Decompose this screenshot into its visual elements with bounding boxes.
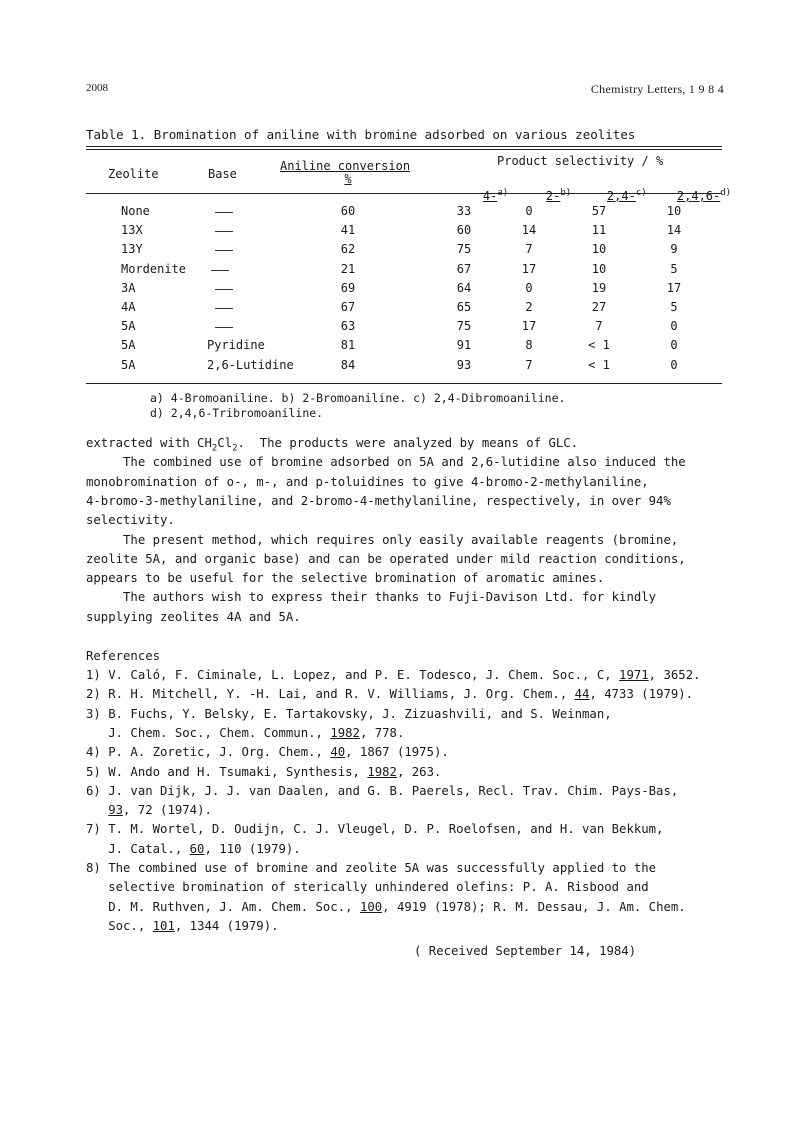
table-top-rule <box>86 146 722 150</box>
cell-conversion: 63 <box>340 319 356 334</box>
journal-title: Chemistry Letters, 1 9 8 4 <box>590 82 724 96</box>
cell-4-bromo: 67 <box>456 261 472 276</box>
body-line: The present method, which requires only easily available reagents (bromine, <box>86 532 679 547</box>
cell-2-bromo: 0 <box>525 280 533 295</box>
cell-246-tribromo: 0 <box>670 357 678 372</box>
col-header-246-note: d) <box>720 188 732 198</box>
cell-2-bromo: 7 <box>525 357 533 372</box>
table-bottom-rule <box>86 383 722 384</box>
col-header-24-note: c) <box>635 188 647 198</box>
cell-24-dibromo: < 1 <box>588 338 610 353</box>
body-text-fragment: Cl <box>217 436 233 450</box>
body-line: The combined use of bromine adsorbed on 5A and 2,6-lutidine also induced the <box>86 455 686 470</box>
cell-246-tribromo: 17 <box>666 280 682 295</box>
reference-2 <box>86 687 693 701</box>
cell-base-dash <box>215 327 233 328</box>
cell-24-dibromo: 10 <box>591 261 607 276</box>
references-heading: References <box>86 649 161 663</box>
reference-text: 4) P. A. Zoretic, J. Org. Chem., <box>86 745 331 759</box>
reference-volume: 40 <box>330 745 346 759</box>
body-line: supplying zeolites 4A and 5A. <box>86 609 301 624</box>
cell-conversion: 62 <box>340 242 356 257</box>
reference-8-line-4 <box>86 919 279 933</box>
cell-24-dibromo: 19 <box>591 280 607 295</box>
body-line: 4-bromo-3-methylaniline, and 2-bromo-4-methylaniline, respectively, in over 94% <box>86 493 671 508</box>
cell-zeolite: 3A <box>121 280 136 295</box>
reference-6-line-2 <box>86 803 212 817</box>
col-header-4-label: 4- <box>482 189 498 203</box>
col-header-246-label: 2,4,6- <box>676 189 721 203</box>
cell-24-dibromo: 11 <box>591 223 607 238</box>
cell-conversion: 84 <box>340 357 356 372</box>
cell-2-bromo: 0 <box>525 204 533 218</box>
col-header-4-note: a) <box>497 188 509 198</box>
reference-text: D. M. Ruthven, J. Am. Chem. Soc., <box>86 900 360 914</box>
cell-zeolite: 5A <box>121 338 136 353</box>
cell-246-tribromo: 5 <box>670 261 678 276</box>
cell-4-bromo: 75 <box>456 242 472 257</box>
cell-24-dibromo: < 1 <box>588 357 610 372</box>
reference-8-line-1: 8) The combined use of bromine and zeolite 5A was successfully applied to the <box>86 861 657 875</box>
col-header-2-note: b) <box>560 188 572 198</box>
reference-8-line-3 <box>86 900 686 914</box>
reference-volume: 1982 <box>367 765 397 779</box>
cell-246-tribromo: 14 <box>666 223 682 238</box>
body-line: selectivity. <box>86 513 175 528</box>
cell-zeolite: Mordenite <box>121 261 187 276</box>
reference-volume: 60 <box>189 842 205 856</box>
cell-conversion: 60 <box>340 204 356 218</box>
cell-246-tribromo: 10 <box>666 204 682 218</box>
reference-text: , 1344 (1979). <box>174 919 279 933</box>
reference-3-line-1: 3) B. Fuchs, Y. Belsky, E. Tartakovsky, J. Zizuashvili, and S. Weinman, <box>86 707 612 721</box>
cell-4-bromo: 64 <box>456 280 472 295</box>
col-header-zeolite: Zeolite <box>108 167 159 181</box>
subscript: 2 <box>232 443 238 454</box>
cell-246-tribromo: 0 <box>670 319 678 334</box>
col-header-conversion-unit: % <box>344 172 352 186</box>
cell-conversion: 69 <box>340 280 356 295</box>
reference-volume: 100 <box>359 900 383 914</box>
cell-conversion: 67 <box>340 300 356 314</box>
cell-base-dash <box>215 212 233 213</box>
body-text-fragment: extracted with CH <box>86 436 212 450</box>
reference-volume: 101 <box>152 919 175 933</box>
cell-2-bromo: 17 <box>521 261 537 276</box>
reference-text: Soc., <box>86 919 153 933</box>
cell-246-tribromo: 9 <box>670 242 678 257</box>
cell-2-bromo: 14 <box>521 223 537 238</box>
reference-text: , 4919 (1978); R. M. Dessau, J. Am. Chem. <box>382 900 686 914</box>
reference-text: J. Chem. Soc., Chem. Commun., <box>86 726 331 740</box>
reference-7-line-1: 7) T. M. Wortel, D. Oudijn, C. J. Vleugel, D. P. Roelofsen, and H. van Bekkum, <box>86 822 664 836</box>
table-footnotes <box>150 391 565 421</box>
body-line: The authors wish to express their thanks to Fuji-Davison Ltd. for kindly <box>86 590 657 605</box>
cell-base-dash <box>211 270 229 271</box>
cell-zeolite: 5A <box>121 319 136 334</box>
cell-4-bromo: 75 <box>456 319 472 334</box>
footnote-line-2: d) 2,4,6-Tribromoaniline. <box>150 406 324 420</box>
cell-24-dibromo: 57 <box>591 204 607 218</box>
cell-4-bromo: 91 <box>456 338 472 353</box>
cell-conversion: 81 <box>340 338 356 353</box>
reference-volume: 1982 <box>330 726 360 740</box>
reference-4 <box>86 745 449 759</box>
reference-text: 5) W. Ando and H. Tsumaki, Synthesis, <box>86 765 368 779</box>
cell-24-dibromo: 27 <box>591 300 607 314</box>
col-header-conversion: Aniline conversion <box>280 159 411 173</box>
reference-volume: 1971 <box>619 668 649 682</box>
cell-246-tribromo: 0 <box>670 338 678 353</box>
cell-base-dash <box>215 250 233 251</box>
cell-2-bromo: 17 <box>521 319 537 334</box>
cell-4-bromo: 93 <box>456 357 472 372</box>
reference-text: , 3652. <box>648 668 701 682</box>
reference-3-line-2 <box>86 726 404 740</box>
cell-2-bromo: 2 <box>525 300 533 314</box>
cell-2-bromo: 7 <box>525 242 533 257</box>
cell-base-dash <box>215 231 233 232</box>
cell-246-tribromo: 5 <box>670 300 678 314</box>
reference-text: , 110 (1979). <box>204 842 301 856</box>
reference-text: , 1867 (1975). <box>345 745 449 759</box>
body-line: appears to be useful for the selective bromination of aromatic amines. <box>86 571 605 586</box>
body-line: zeolite 5A, and organic base) and can be operated under mild reaction conditions, <box>86 551 686 566</box>
reference-text: , 72 (1974). <box>123 803 212 817</box>
body-text-fragment: . The products were analyzed by means of GLC. <box>237 436 579 450</box>
cell-zeolite: None <box>121 204 150 218</box>
col-header-2-label: 2- <box>545 189 561 203</box>
cell-base-dash <box>215 289 233 290</box>
col-header-selectivity: Product selectivity / % <box>497 154 664 168</box>
reference-text: 2) R. H. Mitchell, Y. -H. Lai, and R. V. Williams, J. Org. Chem., <box>86 687 575 701</box>
reference-volume: 93 <box>108 803 124 817</box>
cell-base: Pyridine <box>207 338 265 353</box>
page-number: 2008 <box>86 82 108 94</box>
reference-text: , 263. <box>396 765 442 779</box>
cell-base-dash <box>215 308 233 309</box>
cell-4-bromo: 65 <box>456 300 472 314</box>
reference-volume: 44 <box>574 687 590 701</box>
cell-conversion: 41 <box>340 223 356 238</box>
col-header-24-label: 2,4- <box>606 189 636 203</box>
cell-4-bromo: 33 <box>456 204 472 218</box>
reference-text: 1) V. Calό, F. Ciminale, L. Lopez, and P. E. Todesco, J. Chem. Soc., C, <box>86 668 620 682</box>
cell-4-bromo: 60 <box>456 223 472 238</box>
cell-zeolite: 4A <box>121 300 136 314</box>
subscript: 2 <box>211 443 218 454</box>
body-line: monobromination of o-, m-, and p-toluidines to give 4-bromo-2-methylaniline, <box>86 474 649 489</box>
footnote-line-1: a) 4-Bromoaniline. b) 2-Bromoaniline. c) 2,4-Dibromoaniline. <box>150 391 566 405</box>
col-header-base: Base <box>208 167 237 181</box>
cell-24-dibromo: 10 <box>591 242 607 257</box>
cell-zeolite: 13X <box>121 223 143 238</box>
cell-zeolite: 5A <box>121 357 136 372</box>
received-date: ( Received September 14, 1984) <box>414 944 637 958</box>
cell-24-dibromo: 7 <box>595 319 603 334</box>
reference-1 <box>86 668 701 682</box>
reference-8-line-2: selective bromination of sterically unhindered olefins: P. A. Risbood and <box>86 880 649 894</box>
reference-6-line-1: 6) J. van Dijk, J. J. van Daalen, and G. B. Paerels, Recl. Trav. Chim. Pays-Bas, <box>86 784 679 798</box>
reference-7-line-2 <box>86 842 301 856</box>
cell-2-bromo: 8 <box>525 338 533 353</box>
reference-text: J. Catal., <box>86 842 190 856</box>
cell-conversion: 21 <box>340 261 356 276</box>
table-caption: Table 1. Bromination of aniline with bromine adsorbed on various zeolites <box>86 127 636 142</box>
cell-zeolite: 13Y <box>121 242 143 257</box>
reference-text <box>86 803 108 817</box>
reference-text: , 4733 (1979). <box>589 687 694 701</box>
cell-base: 2,6-Lutidine <box>207 357 294 372</box>
reference-5 <box>86 765 441 779</box>
reference-text: , 778. <box>359 726 405 740</box>
